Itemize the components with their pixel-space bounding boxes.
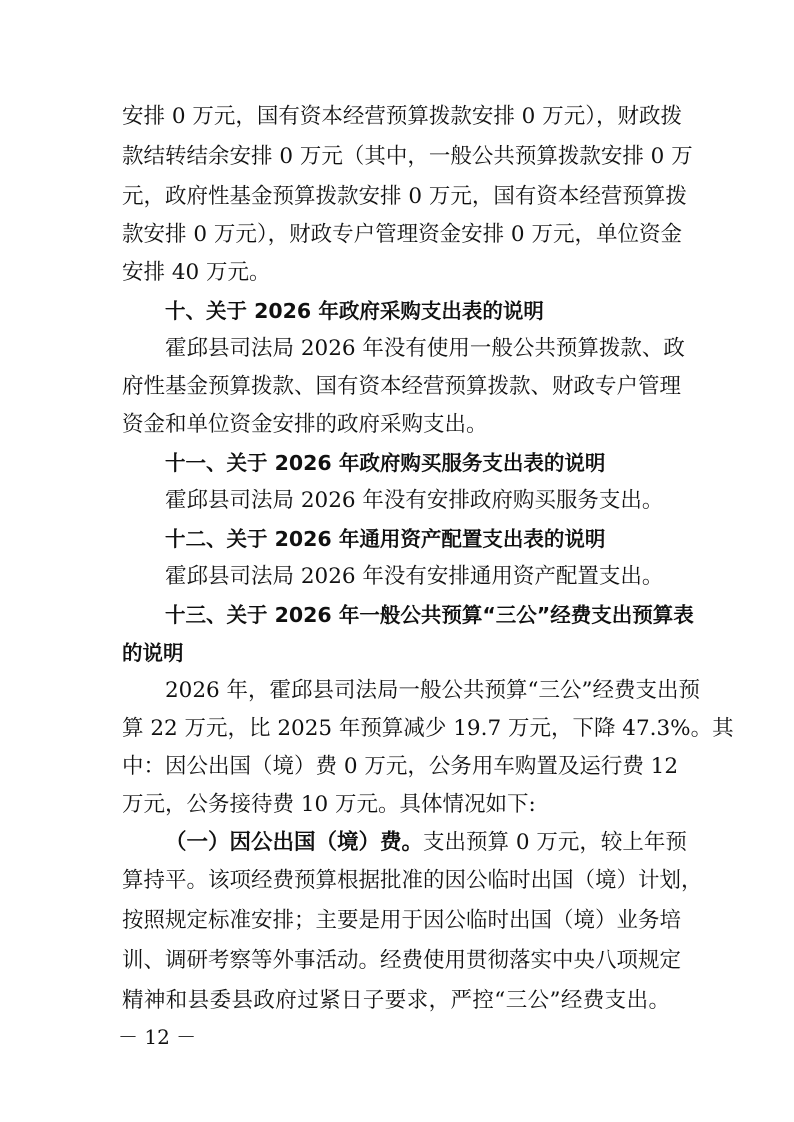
- body-line: 元，政府性基金预算拨款安排 0 万元，国有资本经营预算拨: [122, 184, 687, 209]
- page-number: － 12 －: [118, 1025, 197, 1049]
- body-text: 支出预算 0 万元，较上年预: [423, 830, 687, 855]
- section-heading-13: 十三、关于 2026 年一般公共预算“三公”经费支出预算表: [165, 603, 694, 627]
- body-line: 算 22 万元，比 2025 年预算减少 19.7 万元，下降 47.3%。其: [122, 716, 734, 741]
- body-line: 资金和单位资金安排的政府采购支出。: [122, 412, 488, 437]
- body-line: 按照规定标准安排；主要是用于因公临时出国（境）业务培: [122, 908, 682, 933]
- body-line: 霍邱县司法局 2026 年没有安排政府购买服务支出。: [165, 488, 664, 513]
- body-line: 训、调研考察等外事活动。经费使用贯彻落实中央八项规定: [122, 948, 682, 973]
- section-heading-13-continued: 的说明: [122, 641, 184, 665]
- body-line: 霍邱县司法局 2026 年没有使用一般公共预算拨款、政: [165, 336, 685, 361]
- body-line: 算持平。该项经费预算根据批准的因公临时出国（境）计划，: [122, 868, 703, 893]
- section-heading-11: 十一、关于 2026 年政府购买服务支出表的说明: [165, 451, 606, 475]
- subsection-heading-1: （一）因公出国（境）费。: [165, 830, 424, 855]
- section-heading-12: 十二、关于 2026 年通用资产配置支出表的说明: [165, 527, 606, 551]
- subsection-line: [165, 826, 687, 860]
- body-line: 精神和县委县政府过紧日子要求，严控“三公”经费支出。: [122, 988, 670, 1013]
- body-line: 安排 40 万元。: [122, 260, 271, 285]
- body-line: 款安排 0 万元），财政专户管理资金安排 0 万元，单位资金: [122, 222, 682, 247]
- body-line: 安排 0 万元，国有资本经营预算拨款安排 0 万元），财政拨: [122, 104, 682, 129]
- body-line: 2026 年，霍邱县司法局一般公共预算“三公”经费支出预: [165, 678, 701, 703]
- section-heading-10: 十、关于 2026 年政府采购支出表的说明: [165, 299, 544, 323]
- body-line: 款结转结余安排 0 万元（其中，一般公共预算拨款安排 0 万: [122, 144, 693, 169]
- body-line: 府性基金预算拨款、国有资本经营预算拨款、财政专户管理: [122, 374, 682, 399]
- body-line: 中：因公出国（境）费 0 万元，公务用车购置及运行费 12: [122, 754, 679, 779]
- body-line: 霍邱县司法局 2026 年没有安排通用资产配置支出。: [165, 564, 664, 589]
- body-line: 万元，公务接待费 10 万元。具体情况如下:: [122, 792, 536, 817]
